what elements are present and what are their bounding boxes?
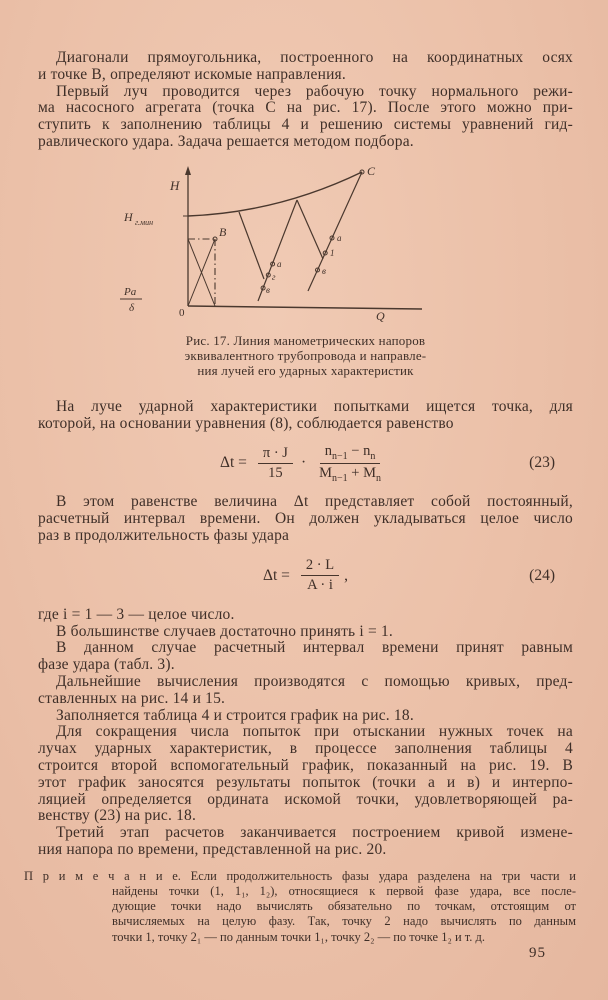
axis-arrow-icon xyxy=(185,166,191,175)
fraction xyxy=(301,557,339,594)
caption-line: Рис. 17. Линия манометрических напоров xyxy=(185,332,426,348)
point-b-label: B xyxy=(219,224,227,239)
equation-24 xyxy=(38,554,573,598)
paragraph-line: Заполняется таблица 4 и строится график на рис. 18. xyxy=(56,706,414,724)
figure-labels xyxy=(123,164,385,323)
paragraph-line: ма насосного агрегата (точка С на рис. 17). После этого можно при- xyxy=(38,99,573,117)
paragraph xyxy=(38,84,573,151)
paragraph-line: Первый луч проводится через рабочую точку нормального режи- xyxy=(56,82,573,100)
equation-number: (23) xyxy=(529,454,555,472)
pa-fraction-denominator: δ xyxy=(129,301,135,314)
equation-number: (24) xyxy=(529,566,555,584)
paragraph-line: расчетный интервал времени. Он должен укладываться целое число xyxy=(38,510,573,528)
footnote-line: П р и м е ч а н и е. Если продолжительность фазы удара разделена на три части и xyxy=(24,868,576,883)
paragraph-line: где i = 1 — 3 — целое число. xyxy=(38,605,235,623)
paragraph-line: которой, на основании уравнения (8), соблюдается равенство xyxy=(38,414,454,432)
equation-lhs: Δt = xyxy=(263,566,290,584)
paragraph xyxy=(38,399,573,433)
paragraph-line: В данном случае расчетный интервал времени принят равным xyxy=(56,639,573,657)
multiplication-dot: · xyxy=(300,454,307,472)
paragraph-line: равлического удара. Задача решается методом подбора. xyxy=(38,132,414,150)
figure-17 xyxy=(120,164,480,326)
ray1-point-v-label: в xyxy=(266,284,270,295)
ray2-point-1-label: 1 xyxy=(330,247,335,258)
figure-17-drawing xyxy=(120,164,480,326)
paragraph xyxy=(38,724,573,825)
paragraph-line: ступить к заполнению таблицы 4 и решению системы уравнений гид- xyxy=(38,116,573,134)
paragraph xyxy=(38,708,573,725)
paragraph xyxy=(38,825,573,859)
paragraph xyxy=(38,50,573,84)
fraction-denominator: 15 xyxy=(268,464,283,481)
paragraph-line: лучах ударных характеристик, в процессе заполнения таблицы 4 xyxy=(38,740,573,758)
paragraph-line: Дальнейшие вычисления производятся с помощью кривых, пред- xyxy=(56,672,573,690)
paragraph-line: и точке В, определяют искомые направления. xyxy=(38,65,346,83)
fraction-denominator: A · i xyxy=(307,577,333,594)
shock-characteristic-rays xyxy=(239,172,362,301)
ray1-point-g-label: г xyxy=(272,271,276,282)
paragraph-line: ляцией определяется ордината искомой точки, удовлетворяющей ра- xyxy=(38,790,573,808)
caption-line: ния лучей его ударных характеристик xyxy=(197,362,414,378)
paragraph-line: этот график заносятся результаты попыток (точки а и в) и интерпо- xyxy=(38,773,573,791)
paragraph xyxy=(38,494,573,544)
paragraph-line: раз в продолжительность фазы удара xyxy=(38,526,290,544)
fraction xyxy=(314,443,386,484)
fraction-numerator: π · J xyxy=(258,445,293,464)
paragraph-line: ния напора по времени, представленной на рис. 20. xyxy=(38,840,387,858)
point-c-label: C xyxy=(367,163,376,178)
paragraph-line: В этом равенстве величина Δt представляет собой постоянный, xyxy=(56,493,573,511)
fraction xyxy=(258,445,293,482)
q-axis-label: Q xyxy=(376,308,385,323)
paragraph xyxy=(38,624,573,641)
paragraph-line: Диагонали прямоугольника, построенного на координатных осях xyxy=(56,49,573,66)
equation-23 xyxy=(38,441,573,485)
head-curve xyxy=(188,172,362,216)
h-axis-label: H xyxy=(170,177,180,193)
paragraph-line: Третий этап расчетов заканчивается построением кривой измене- xyxy=(56,824,573,842)
paragraph-line: строится второй вспомогательный график, показанный на рис. 19. В xyxy=(38,756,573,774)
paragraph-line: Для сокращения числа попыток при отыскании нужных точек на xyxy=(56,723,573,741)
equation-lhs: Δt = xyxy=(220,454,247,472)
figure-caption xyxy=(141,333,471,378)
equation-comma: , xyxy=(344,566,348,584)
footnote-line: точки 1, точку 2₁ — по данным точки 1₁, точку 2₂ — по точке 1₂ и т. д. xyxy=(112,929,486,944)
paragraph-line: венству (23) на рис. 18. xyxy=(38,807,197,825)
caption-line: эквивалентного трубопровода и направле- xyxy=(184,347,427,363)
paragraph xyxy=(38,674,573,708)
paragraph-line: На луче ударной характеристики попытками ищется точка, для xyxy=(56,397,573,415)
paragraph-line: фазе удара (табл. 3). xyxy=(38,656,175,674)
fraction-numerator: $n_{n-1} - n_n$ xyxy=(320,443,381,464)
text-column xyxy=(24,49,576,945)
footnote-line: дующие точки надо вычислять обязательно по точкам, отстоящим от xyxy=(112,899,576,914)
paragraph xyxy=(38,640,573,674)
paragraph xyxy=(38,607,573,624)
origin-label: 0 xyxy=(179,306,185,319)
fraction-denominator: $M_{n-1} + M_n$ xyxy=(319,464,381,484)
paragraph-line: В большинстве случаев достаточно принять i = 1. xyxy=(56,622,394,640)
pa-fraction-numerator: Pа xyxy=(124,285,137,298)
h-min-label-base: H xyxy=(124,209,133,224)
ray2-point-v-label: в xyxy=(322,265,326,276)
h-min-label-sub: г.мин xyxy=(135,217,154,227)
rectangle-construction xyxy=(188,237,217,306)
footnote-line: вычисляемых на целую фазу. Так, точку 2 надо вычислять по данным xyxy=(112,914,576,929)
ray1-point-a-label: а xyxy=(277,258,282,269)
paragraph-line: ставленных на рис. 14 и 15. xyxy=(38,689,226,707)
footnote xyxy=(24,869,576,945)
page-number: 95 xyxy=(529,945,546,961)
footnote-line: найдены точки (1, 1₁, 1₂), относящиеся к первой фазе удара, все после- xyxy=(112,883,576,898)
ray2-point-a-label: а xyxy=(337,232,342,243)
fraction-numerator: 2 · L xyxy=(301,557,339,576)
